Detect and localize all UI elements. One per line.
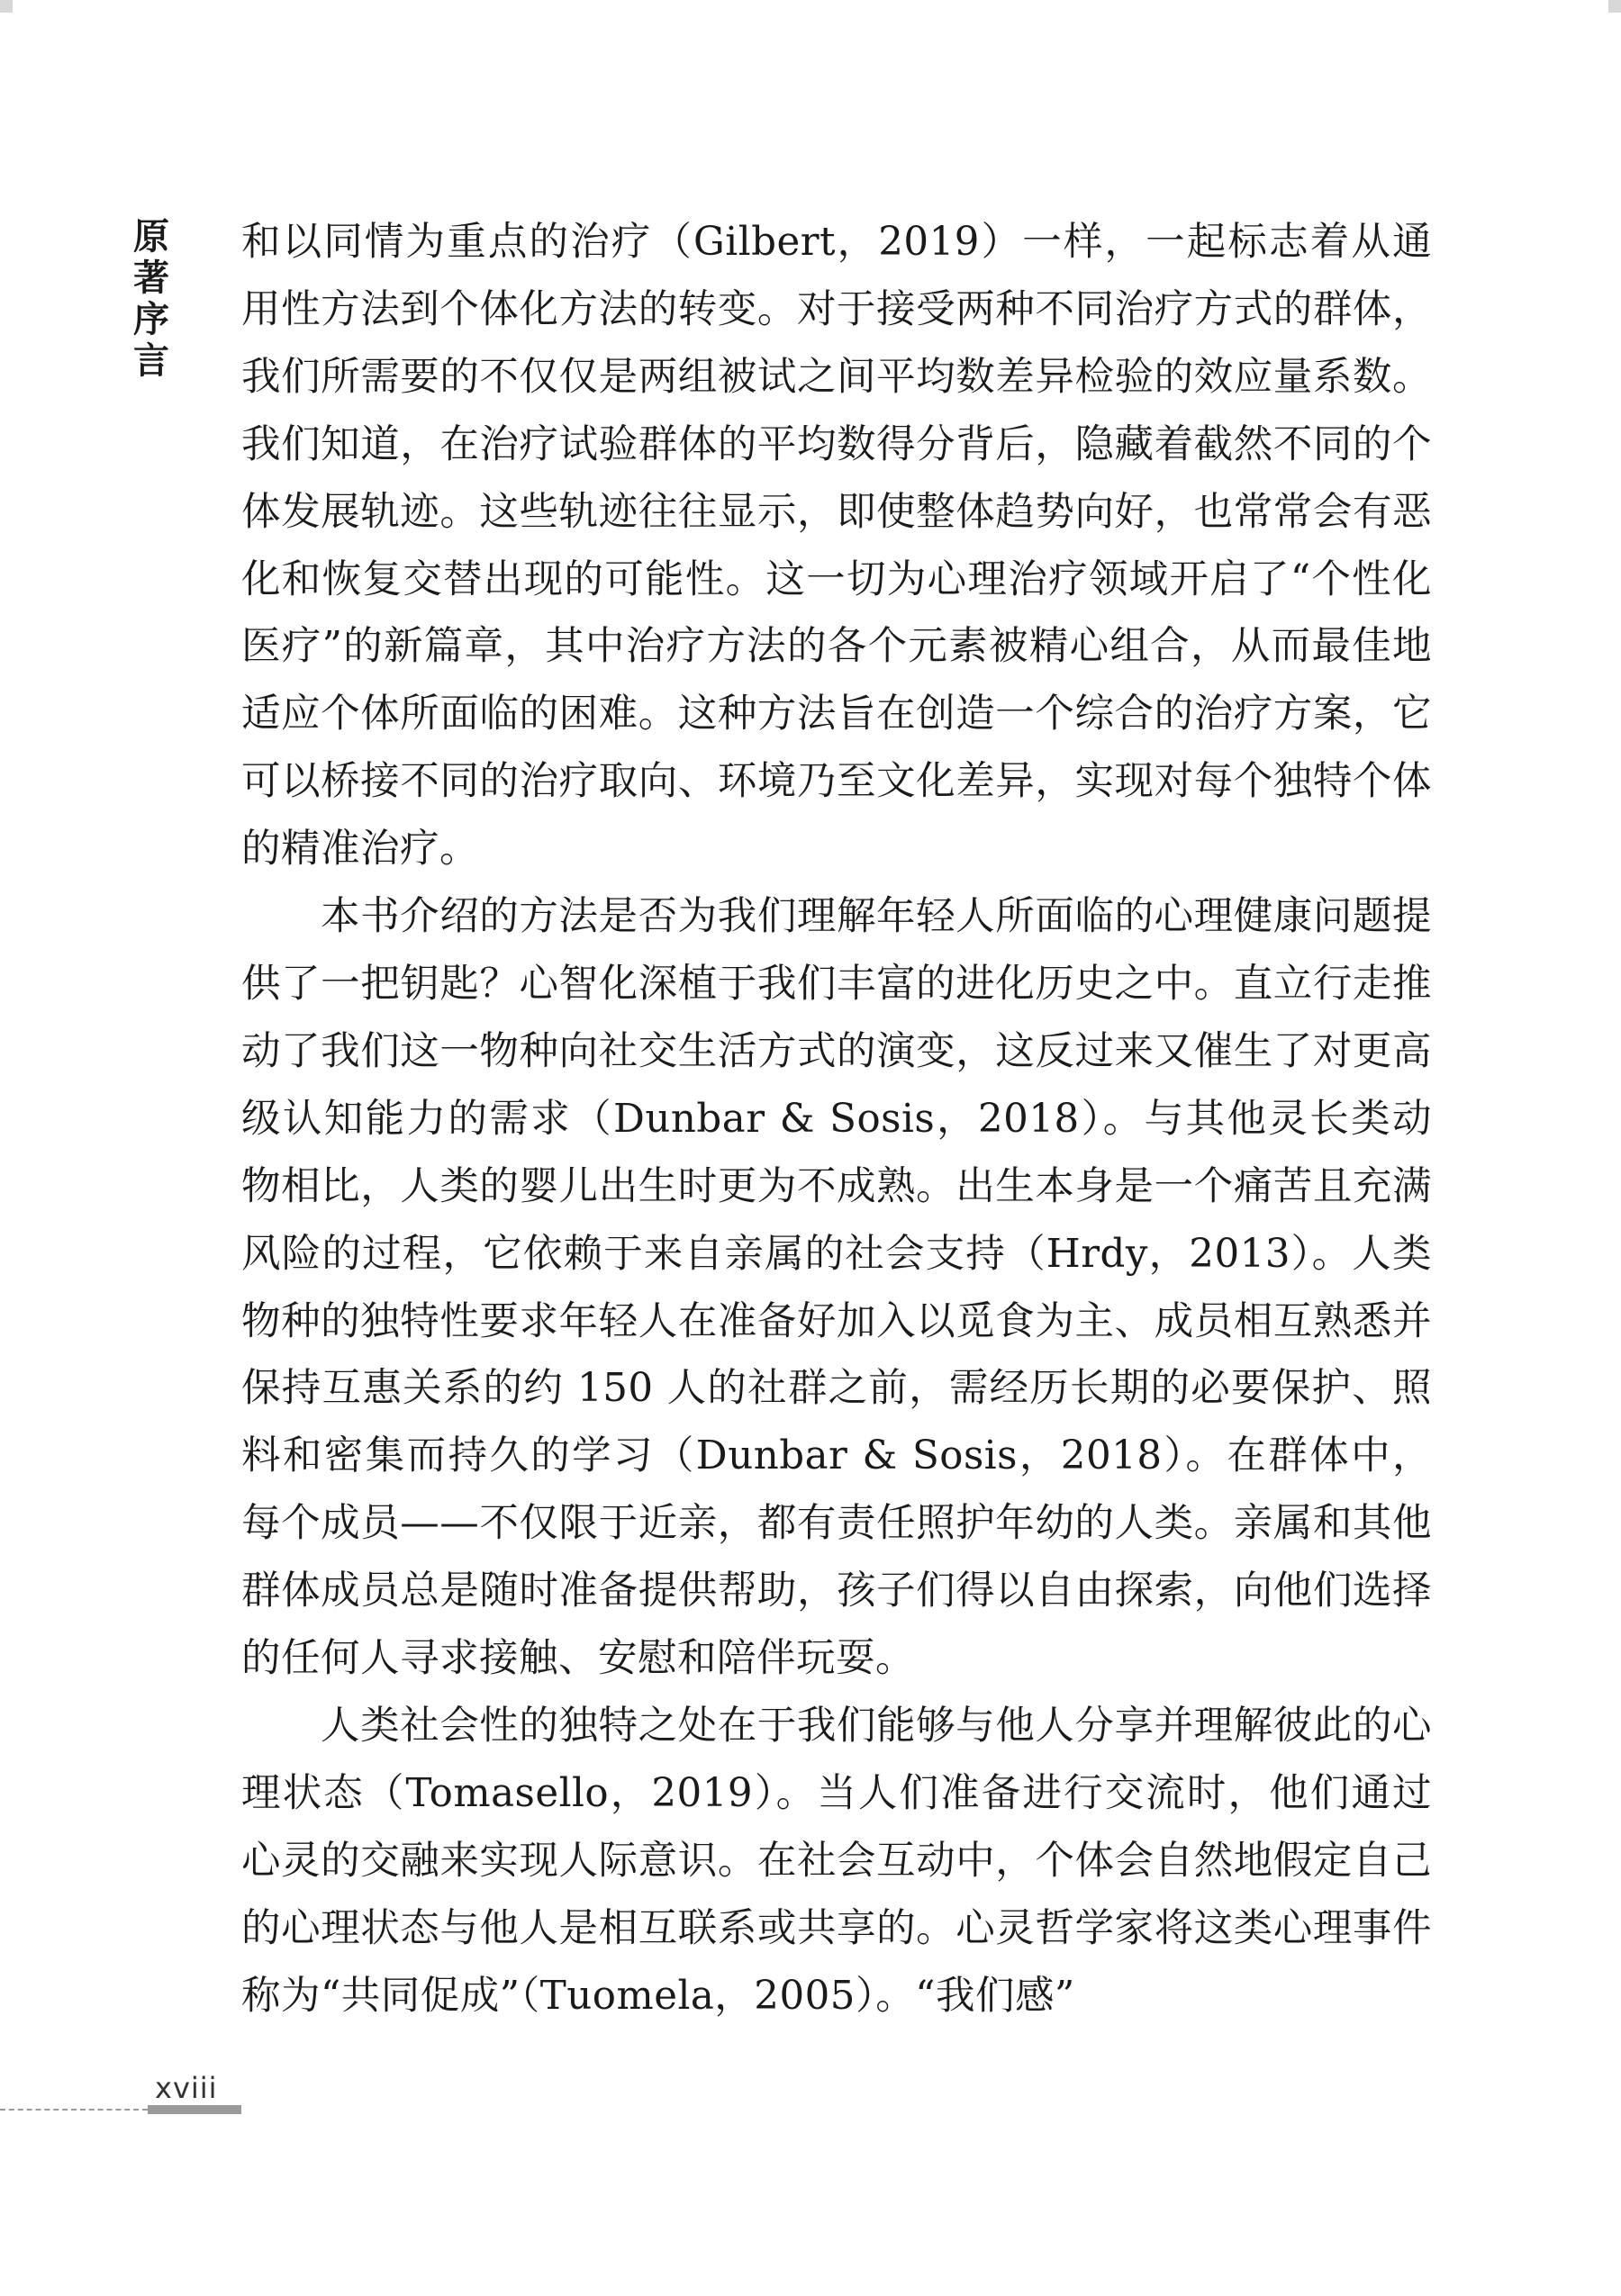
section-title-char: 著 <box>133 258 169 299</box>
crop-mark-left <box>0 0 13 13</box>
paragraph: 本书介绍的方法是否为我们理解年轻人所面临的心理健康问题提供了一把钥匙？心智化深植于我们丰富的进化历史之中。直立行走推动了我们这一物种向社交生活方式的演变，这反过来又催生了对更高级认知能力的需求（Dunbar & Sosis，2018）。与其他灵长类动物相比，人类的婴儿出生时更为不成熟。出生本身是一个痛苦且充满风险的过程，它依赖于来自亲属的社会支持（Hrdy，2013）。人类物种的独特性要求年轻人在准备好加入以觅食为主、成员相互熟悉并保持互惠关系的约 150 人的社群之前，需经历长期的必要保护、照料和密集而持久的学习（Dunbar & Sosis，2018）。在群体中，每个成员——不仅限于近亲，都有责任照护年幼的人类。亲属和其他群体成员总是随时准备提供帮助，孩子们得以自由探索，向他们选择的任何人寻求接触、安慰和陪伴玩耍。 <box>241 894 1432 1682</box>
running-section-title <box>131 216 171 382</box>
section-title-char: 序 <box>133 299 169 340</box>
footer-bar <box>148 2105 241 2114</box>
paragraph-continued: 和以同情为重点的治疗（Gilbert，2019）一样，一起标志着从通用性方法到个体化方法的转变。对于接受两种不同治疗方式的群体，我们所需要的不仅仅是两组被试之间平均数差异检验的效应量系数。我们知道，在治疗试验群体的平均数得分背后，隐藏着截然不同的个体发展轨迹。这些轨迹往往显示，即使整体趋势向好，也常常会有恶化和恢复交替出现的可能性。这一切为心理治疗领域开启了“个性化医疗”的新篇章，其中治疗方法的各个元素被精心组合，从而最佳地适应个体所面临的困难。这种方法旨在创造一个综合的治疗方案，它可以桥接不同的治疗取向、环境乃至文化差异，实现对每个独特个体的精准治疗。 <box>241 220 1432 872</box>
paragraph: 人类社会性的独特之处在于我们能够与他人分享并理解彼此的心理状态（Tomasello，2019）。当人们准备进行交流时，他们通过心灵的交融来实现人际意识。在社会互动中，个体会自然地假定自己的心理状态与他人是相互联系或共享的。心灵哲学家将这类心理事件称为“共同促成”（Tuomela，2005）。“我们感” <box>241 1703 1432 2019</box>
footer-dotted-rule <box>0 2109 148 2111</box>
section-title-char: 言 <box>133 340 169 382</box>
page-number: xviii <box>155 2071 218 2105</box>
crop-mark-right <box>1608 0 1621 13</box>
section-title-char: 原 <box>133 216 169 258</box>
body-text <box>241 209 1432 2029</box>
